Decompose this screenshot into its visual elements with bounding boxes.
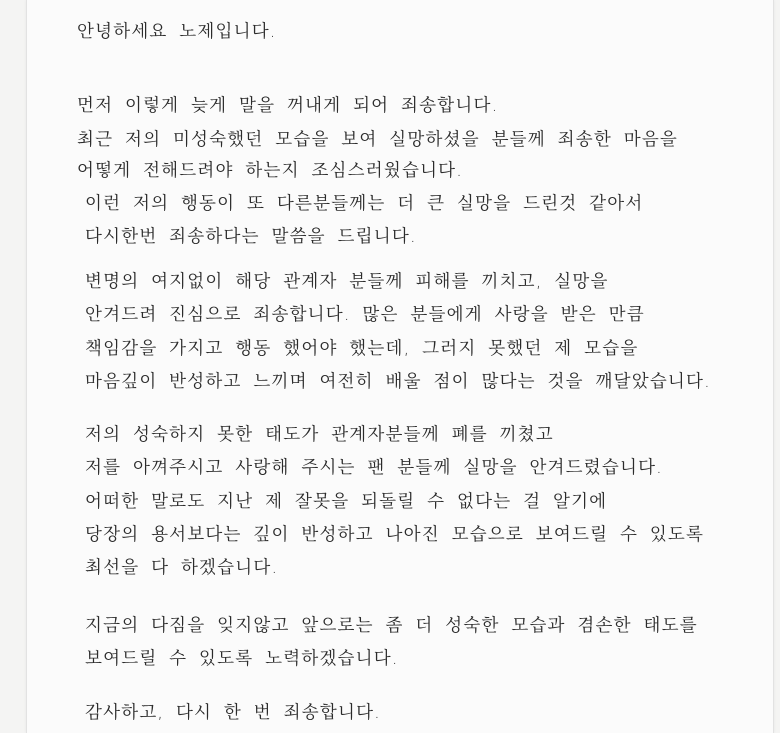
letter-line: 최근 저의 미성숙했던 모습을 보여 실망하셨을 분들께 죄송한 마음을 — [77, 130, 679, 150]
letter-line: 마음깊이 반성하고 느끼며 여전히 배울 점이 많다는 것을 깨달았습니다. — [85, 372, 711, 392]
letter-line: 저를 아껴주시고 사랑해 주시는 팬 분들께 실망을 안겨드렸습니다. — [85, 458, 663, 478]
handwritten-letter — [26, 0, 774, 733]
letter-line: 다시한번 죄송하다는 말씀을 드립니다. — [85, 227, 417, 247]
letter-line: 최선을 다 하겠습니다. — [85, 558, 279, 578]
letter-line: 당장의 용서보다는 깊이 반성하고 나아진 모습으로 보여드릴 수 있도록 — [85, 525, 705, 545]
letter-line: 변명의 여지없이 해당 관계자 분들께 피해를 끼치고, 실망을 — [85, 272, 609, 292]
letter-line: 어떻게 전해드려야 하는지 조심스러웠습니다. — [77, 161, 464, 181]
letter-greeting: 안녕하세요 노제입니다. — [77, 22, 277, 42]
letter-line: 어떠한 말로도 지난 제 잘못을 되돌릴 수 없다는 걸 알기에 — [85, 492, 608, 512]
letter-line: 책임감을 가지고 행동 했어야 했는데, 그러지 못했던 제 모습을 — [85, 339, 639, 359]
letter-closing: 감사하고, 다시 한 번 죄송합니다. — [85, 703, 381, 723]
letter-line: 보여드릴 수 있도록 노력하겠습니다. — [85, 649, 399, 669]
letter-line: 저의 성숙하지 못한 태도가 관계자분들께 폐를 끼쳤고 — [85, 425, 554, 445]
letter-line: 지금의 다짐을 잊지않고 앞으로는 좀 더 성숙한 모습과 겸손한 태도를 — [85, 616, 698, 636]
letter-line: 안겨드려 진심으로 죄송합니다. 많은 분들에게 사랑을 받은 만큼 — [85, 305, 645, 325]
letter-line: 이런 저의 행동이 또 다른분들께는 더 큰 실망을 드린것 같아서 — [85, 194, 644, 214]
letter-line: 먼저 이렇게 늦게 말을 꺼내게 되어 죄송합니다. — [77, 96, 499, 116]
